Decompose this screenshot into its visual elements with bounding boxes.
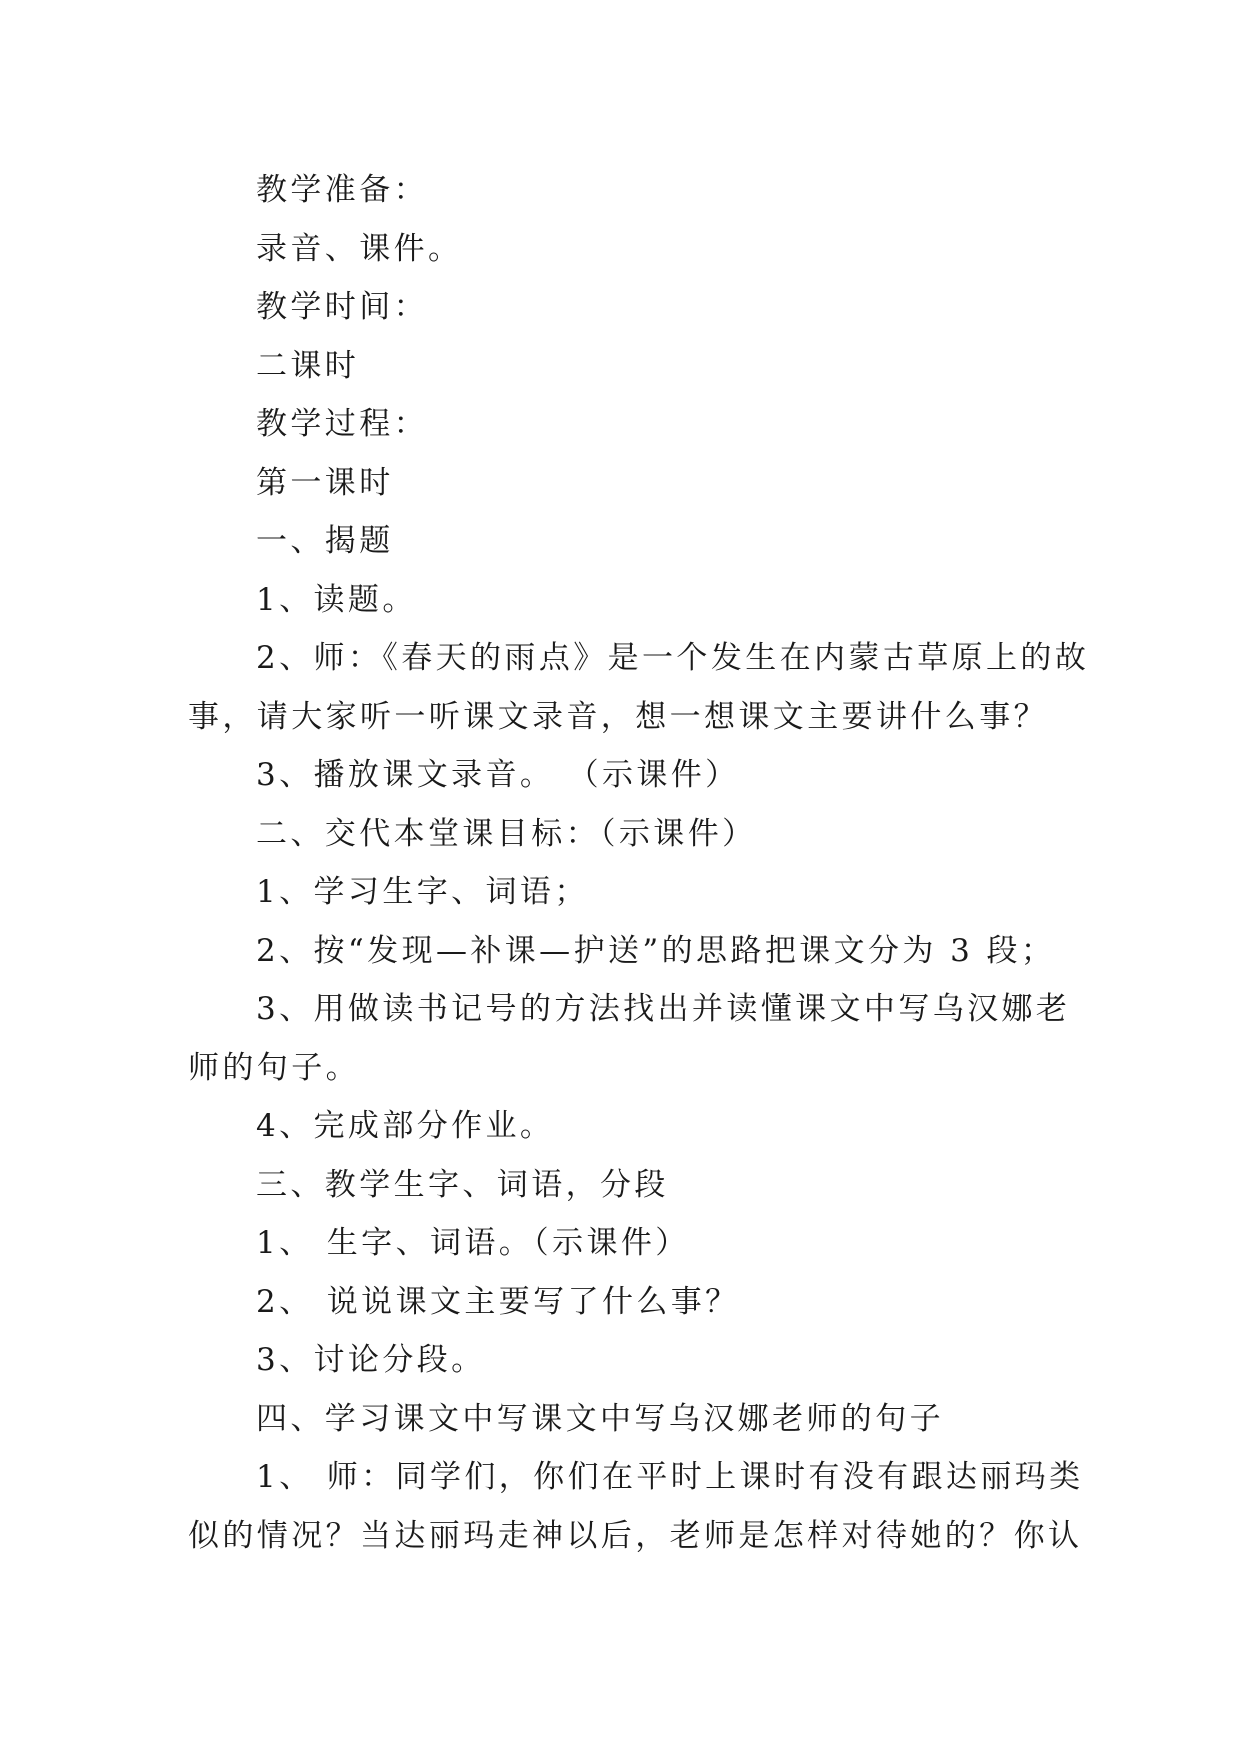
text-line: 1、 生字、词语。（示课件） bbox=[256, 1225, 690, 1261]
text-line: 3、用做读书记号的方法找出并读懂课文中写乌汉娜老 bbox=[256, 991, 1071, 1027]
text-line: 似的情况？当达丽玛走神以后，老师是怎样对待她的？你认 bbox=[188, 1517, 1083, 1554]
text-line: 2、按“发现—补课—护送”的思路把课文分为 3 段； bbox=[256, 932, 1056, 969]
text-line: 师的句子。 bbox=[188, 1049, 360, 1086]
text-line: 录音、课件。 bbox=[256, 230, 463, 267]
text-line: 1、读题。 bbox=[256, 581, 417, 618]
text-line: 教学时间： bbox=[256, 289, 428, 325]
text-line: 3、讨论分段。 bbox=[256, 1342, 486, 1378]
text-line: 二课时 bbox=[256, 347, 360, 384]
text-line: 事，请大家听一听课文录音，想一想课文主要讲什么事？ bbox=[188, 698, 1048, 735]
text-line: 4、完成部分作业。 bbox=[256, 1108, 555, 1144]
text-line: 教学过程： bbox=[256, 406, 428, 442]
text-line: 教学准备： bbox=[256, 172, 428, 208]
text-line: 1、学习生字、词语； bbox=[256, 874, 589, 910]
text-line: 2、 说说课文主要写了什么事？ bbox=[256, 1283, 740, 1320]
text-line: 3、播放课文录音。 （示课件） bbox=[256, 757, 740, 793]
text-line: 一、揭题 bbox=[256, 523, 394, 559]
text-line: 2、师：《春天的雨点》是一个发生在内蒙古草原上的故 bbox=[256, 640, 1090, 676]
text-line: 四、学习课文中写课文中写乌汉娜老师的句子 bbox=[256, 1400, 944, 1437]
text-line: 1、 师：同学们，你们在平时上课时有没有跟达丽玛类 bbox=[256, 1459, 1084, 1495]
document-body bbox=[188, 161, 1090, 1565]
text-line: 第一课时 bbox=[256, 464, 394, 501]
text-line: 三、教学生字、词语，分段 bbox=[256, 1166, 669, 1203]
text-line: 二、交代本堂课目标：（示课件） bbox=[256, 815, 757, 852]
